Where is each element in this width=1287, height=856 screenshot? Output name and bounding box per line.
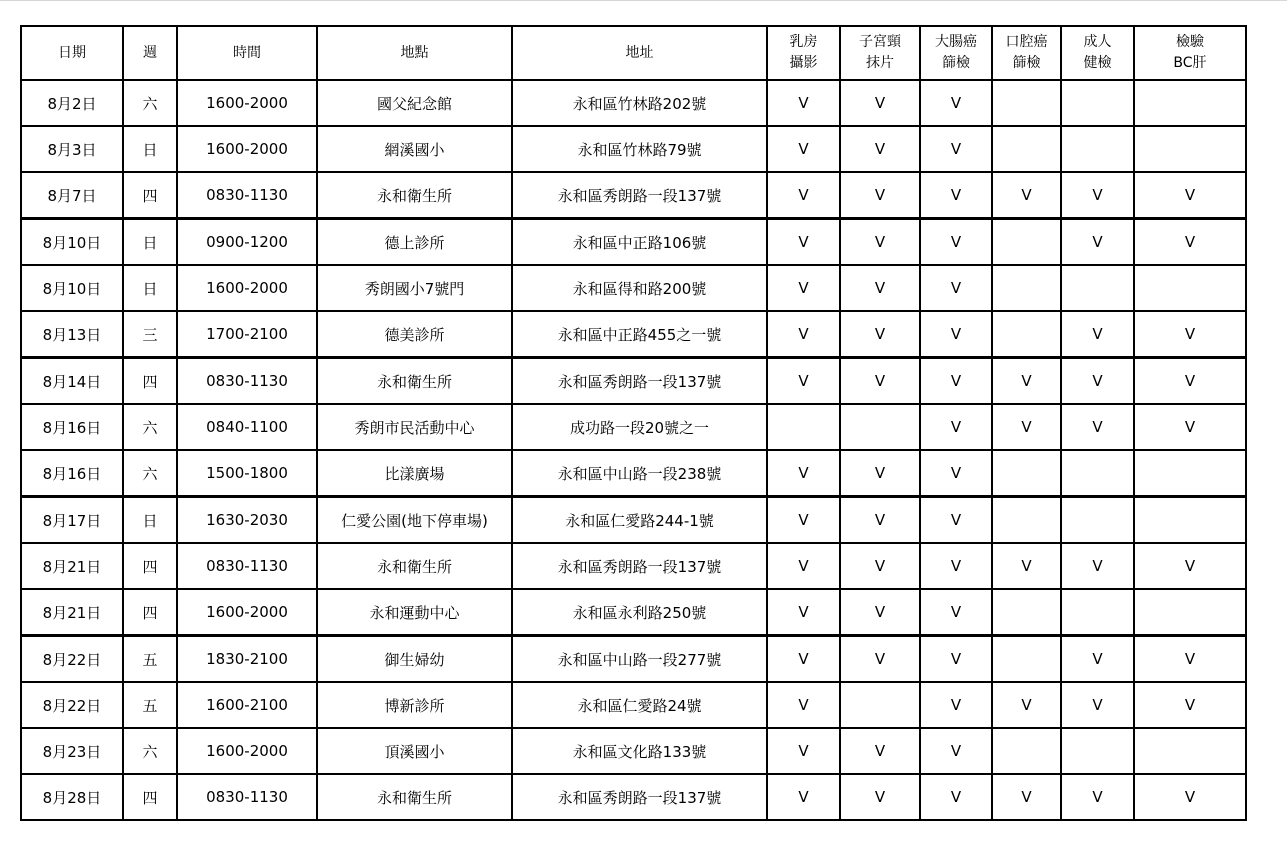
time-cell: 1830-2100 [177,636,317,683]
hepatitis-bc-mark: V [1134,774,1246,820]
oral-cancer-mark [992,265,1061,311]
mammography-mark [767,404,840,450]
time-cell: 1500-1800 [177,450,317,497]
address-cell: 成功路一段20號之一 [512,404,767,450]
time-cell: 1600-2000 [177,80,317,126]
pap-smear-mark: V [840,126,920,172]
date-cell: 8月14日 [21,358,123,405]
hepatitis-bc-mark [1134,126,1246,172]
oral-cancer-mark [992,497,1061,544]
location-cell: 比漾廣場 [317,450,512,497]
date-cell: 8月23日 [21,728,123,774]
mammography-mark: V [767,265,840,311]
location-cell: 頂溪國小 [317,728,512,774]
date-cell: 8月22日 [21,636,123,683]
header-mammography: 乳房 攝影 [767,26,840,80]
date-cell: 8月2日 [21,80,123,126]
weekday-cell: 四 [123,589,177,636]
mammography-mark: V [767,636,840,683]
header-time: 時間 [177,26,317,80]
mammography-mark: V [767,728,840,774]
weekday-cell: 六 [123,404,177,450]
hepatitis-bc-mark [1134,450,1246,497]
hepatitis-bc-mark [1134,80,1246,126]
location-cell: 德美診所 [317,311,512,358]
pap-smear-mark: V [840,450,920,497]
time-cell: 0840-1100 [177,404,317,450]
pap-smear-mark: V [840,543,920,589]
oral-cancer-mark: V [992,172,1061,219]
table-row [21,311,1246,358]
time-cell: 1600-2000 [177,126,317,172]
location-cell: 永和衛生所 [317,774,512,820]
mammography-mark: V [767,172,840,219]
adult-checkup-mark: V [1061,682,1134,728]
address-cell: 永和區得和路200號 [512,265,767,311]
location-cell: 博新診所 [317,682,512,728]
address-cell: 永和區中山路一段238號 [512,450,767,497]
location-cell: 仁愛公園(地下停車場) [317,497,512,544]
adult-checkup-mark [1061,497,1134,544]
colorectal-mark: V [920,450,992,497]
time-cell: 1600-2100 [177,682,317,728]
address-cell: 永和區中正路455之一號 [512,311,767,358]
oral-cancer-mark [992,450,1061,497]
date-cell: 8月16日 [21,450,123,497]
header-address: 地址 [512,26,767,80]
hepatitis-bc-mark: V [1134,682,1246,728]
table-row [21,682,1246,728]
location-cell: 永和衛生所 [317,358,512,405]
table-row [21,219,1246,266]
hepatitis-bc-mark: V [1134,636,1246,683]
hepatitis-bc-mark [1134,497,1246,544]
date-cell: 8月10日 [21,219,123,266]
adult-checkup-mark: V [1061,404,1134,450]
date-cell: 8月17日 [21,497,123,544]
oral-cancer-mark [992,126,1061,172]
table-row [21,80,1246,126]
hepatitis-bc-mark: V [1134,219,1246,266]
hepatitis-bc-mark: V [1134,404,1246,450]
weekday-cell: 三 [123,311,177,358]
colorectal-mark: V [920,172,992,219]
pap-smear-mark: V [840,311,920,358]
oral-cancer-mark [992,219,1061,266]
weekday-cell: 四 [123,774,177,820]
table-row [21,543,1246,589]
time-cell: 0830-1130 [177,774,317,820]
location-cell: 秀朗國小7號門 [317,265,512,311]
address-cell: 永和區仁愛路244-1號 [512,497,767,544]
date-cell: 8月3日 [21,126,123,172]
table-row [21,774,1246,820]
mammography-mark: V [767,126,840,172]
oral-cancer-mark [992,589,1061,636]
location-cell: 國父紀念館 [317,80,512,126]
pap-smear-mark: V [840,636,920,683]
weekday-cell: 日 [123,219,177,266]
colorectal-mark: V [920,404,992,450]
pap-smear-mark: V [840,589,920,636]
time-cell: 0830-1130 [177,172,317,219]
address-cell: 永和區中山路一段277號 [512,636,767,683]
weekday-cell: 六 [123,80,177,126]
oral-cancer-mark: V [992,543,1061,589]
header-weekday: 週 [123,26,177,80]
mammography-mark: V [767,774,840,820]
colorectal-mark: V [920,126,992,172]
time-cell: 1600-2000 [177,265,317,311]
date-cell: 8月16日 [21,404,123,450]
table-row [21,450,1246,497]
pap-smear-mark: V [840,80,920,126]
weekday-cell: 日 [123,265,177,311]
colorectal-mark: V [920,589,992,636]
table-row [21,589,1246,636]
weekday-cell: 日 [123,497,177,544]
top-divider [0,0,1287,1]
adult-checkup-mark [1061,450,1134,497]
hepatitis-bc-mark: V [1134,358,1246,405]
header-row [21,26,1246,80]
colorectal-mark: V [920,358,992,405]
time-cell: 1600-2000 [177,589,317,636]
pap-smear-mark: V [840,172,920,219]
colorectal-mark: V [920,728,992,774]
address-cell: 永和區秀朗路一段137號 [512,358,767,405]
oral-cancer-mark: V [992,358,1061,405]
adult-checkup-mark [1061,728,1134,774]
adult-checkup-mark: V [1061,636,1134,683]
location-cell: 秀朗市民活動中心 [317,404,512,450]
hepatitis-bc-mark [1134,265,1246,311]
pap-smear-mark [840,682,920,728]
mammography-mark: V [767,543,840,589]
address-cell: 永和區秀朗路一段137號 [512,774,767,820]
weekday-cell: 五 [123,682,177,728]
adult-checkup-mark [1061,80,1134,126]
date-cell: 8月7日 [21,172,123,219]
adult-checkup-mark: V [1061,311,1134,358]
table-row [21,265,1246,311]
pap-smear-mark: V [840,774,920,820]
location-cell: 德上診所 [317,219,512,266]
date-cell: 8月28日 [21,774,123,820]
oral-cancer-mark [992,311,1061,358]
adult-checkup-mark [1061,589,1134,636]
adult-checkup-mark: V [1061,172,1134,219]
date-cell: 8月13日 [21,311,123,358]
mammography-mark: V [767,358,840,405]
time-cell: 1600-2000 [177,728,317,774]
date-cell: 8月22日 [21,682,123,728]
oral-cancer-mark [992,636,1061,683]
table-row [21,404,1246,450]
header-date: 日期 [21,26,123,80]
header-hepatitis-bc-test: 檢驗 BC肝 [1134,26,1246,80]
weekday-cell: 四 [123,543,177,589]
pap-smear-mark: V [840,219,920,266]
header-adult-checkup: 成人 健檢 [1061,26,1134,80]
adult-checkup-mark: V [1061,774,1134,820]
weekday-cell: 五 [123,636,177,683]
weekday-cell: 六 [123,450,177,497]
colorectal-mark: V [920,265,992,311]
location-cell: 御生婦幼 [317,636,512,683]
pap-smear-mark: V [840,497,920,544]
address-cell: 永和區中正路106號 [512,219,767,266]
mammography-mark: V [767,80,840,126]
colorectal-mark: V [920,219,992,266]
oral-cancer-mark: V [992,404,1061,450]
pap-smear-mark: V [840,358,920,405]
location-cell: 永和衛生所 [317,172,512,219]
colorectal-mark: V [920,80,992,126]
address-cell: 永和區秀朗路一段137號 [512,172,767,219]
weekday-cell: 六 [123,728,177,774]
address-cell: 永和區永利路250號 [512,589,767,636]
adult-checkup-mark: V [1061,543,1134,589]
hepatitis-bc-mark [1134,728,1246,774]
time-cell: 0900-1200 [177,219,317,266]
adult-checkup-mark [1061,265,1134,311]
header-oral-cancer-screening: 口腔癌 篩檢 [992,26,1061,80]
adult-checkup-mark: V [1061,219,1134,266]
hepatitis-bc-mark [1134,589,1246,636]
time-cell: 1700-2100 [177,311,317,358]
table-row [21,172,1246,219]
time-cell: 1630-2030 [177,497,317,544]
time-cell: 0830-1130 [177,543,317,589]
weekday-cell: 日 [123,126,177,172]
mammography-mark: V [767,682,840,728]
table-row [21,126,1246,172]
date-cell: 8月21日 [21,543,123,589]
colorectal-mark: V [920,682,992,728]
colorectal-mark: V [920,774,992,820]
mammography-mark: V [767,497,840,544]
header-colorectal-screening: 大腸癌 篩檢 [920,26,992,80]
colorectal-mark: V [920,497,992,544]
header-pap-smear: 子宮頸 抹片 [840,26,920,80]
weekday-cell: 四 [123,358,177,405]
time-cell: 0830-1130 [177,358,317,405]
location-cell: 永和衛生所 [317,543,512,589]
mammography-mark: V [767,311,840,358]
address-cell: 永和區秀朗路一段137號 [512,543,767,589]
oral-cancer-mark [992,728,1061,774]
colorectal-mark: V [920,543,992,589]
colorectal-mark: V [920,636,992,683]
mammography-mark: V [767,219,840,266]
date-cell: 8月10日 [21,265,123,311]
pap-smear-mark: V [840,728,920,774]
schedule-body [21,80,1246,820]
adult-checkup-mark: V [1061,358,1134,405]
date-cell: 8月21日 [21,589,123,636]
location-cell: 網溪國小 [317,126,512,172]
oral-cancer-mark: V [992,682,1061,728]
pap-smear-mark: V [840,265,920,311]
hepatitis-bc-mark: V [1134,543,1246,589]
oral-cancer-mark: V [992,774,1061,820]
address-cell: 永和區竹林路79號 [512,126,767,172]
header-location: 地點 [317,26,512,80]
table-row [21,636,1246,683]
mammography-mark: V [767,589,840,636]
table-row [21,728,1246,774]
adult-checkup-mark [1061,126,1134,172]
table-row [21,497,1246,544]
weekday-cell: 四 [123,172,177,219]
oral-cancer-mark [992,80,1061,126]
screening-schedule-table [20,25,1247,821]
address-cell: 永和區文化路133號 [512,728,767,774]
hepatitis-bc-mark: V [1134,311,1246,358]
pap-smear-mark [840,404,920,450]
address-cell: 永和區竹林路202號 [512,80,767,126]
hepatitis-bc-mark: V [1134,172,1246,219]
mammography-mark: V [767,450,840,497]
location-cell: 永和運動中心 [317,589,512,636]
address-cell: 永和區仁愛路24號 [512,682,767,728]
table-row [21,358,1246,405]
colorectal-mark: V [920,311,992,358]
